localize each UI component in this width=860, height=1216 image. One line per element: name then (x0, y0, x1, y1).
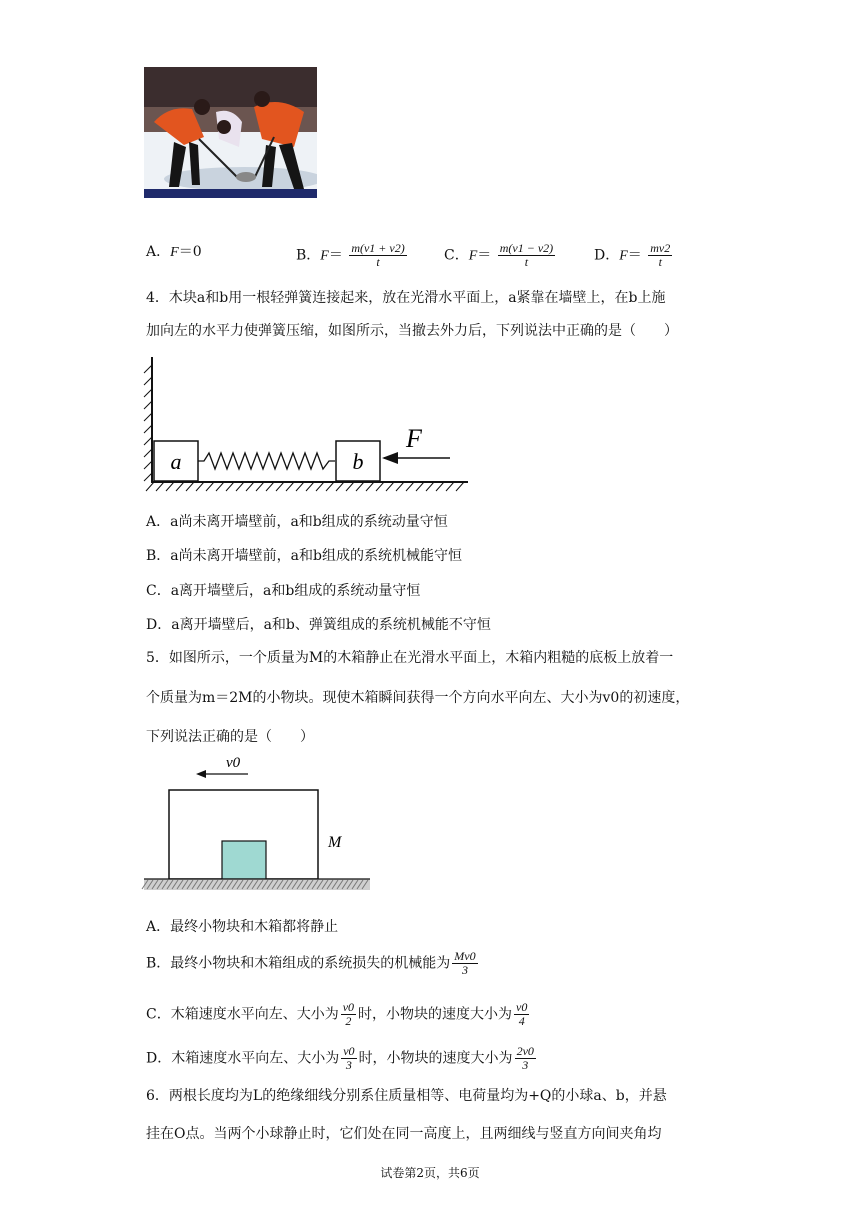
q5-option-d: D．木箱速度水平向左、大小为 $\frac{v0}{3}$ 时，小物块的速度大小为 $\frac{2v0}{3}$ (146, 1044, 534, 1072)
small-block (222, 841, 266, 879)
q4-stem-line1: 4．木块a和b用一根轻弹簧连接起来，放在光滑水平面上，a紧靠在墙壁上，在b上施 (146, 290, 666, 306)
block-a-label: a (170, 449, 182, 474)
q3-option-a: A．F＝0 (146, 244, 202, 260)
q6-stem-line1: 6．两根长度均为L的绝缘细线分别系住质量相等、电荷量均为+Q的小球a、b，并悬 (146, 1088, 667, 1104)
q5-stem-line1: 5．如图所示，一个质量为M的木箱静止在光滑水平面上，木箱内粗糙的底板上放着一 (146, 650, 674, 666)
velocity-label: v0 (226, 755, 241, 771)
spring (198, 453, 335, 469)
q5-stem-line3: 下列说法正确的是（ ） (146, 729, 314, 745)
block-b-label: b (352, 449, 364, 474)
q6-stem-line2: 挂在O点。当两个小球静止时，它们处在同一高度上，且两细线与竖直方向间夹角均 (146, 1126, 662, 1142)
q5-stem-line2: 个质量为m＝2M的小物块。现使木箱瞬间获得一个方向水平向左、大小为v0的初速度， (146, 690, 690, 706)
force-label: F (406, 424, 422, 453)
q4-option-b: B．a尚未离开墙壁前，a和b组成的系统机械能守恒 (146, 548, 462, 564)
page-footer: 试卷第2页，共6页 (380, 1166, 480, 1180)
q3-option-c: C．F＝ $\frac{m(v1 - v2)}{t}$ (444, 241, 554, 269)
q3-option-d: D．F＝ $\frac{mv2}{t}$ (594, 241, 671, 269)
q5-box-figure (140, 748, 380, 898)
box-mass-label: M (328, 834, 342, 851)
q4-stem-line2: 加向左的水平力使弹簧压缩，如图所示，当撤去外力后，下列说法中正确的是（ ） (146, 323, 678, 339)
q5-option-a: A．最终小物块和木箱都将静止 (146, 919, 339, 935)
q4-spring-figure (140, 355, 470, 495)
q5-option-b: B．最终小物块和木箱组成的系统损失的机械能为 $\frac{Mv0}{3}$ (146, 949, 476, 977)
q3-option-b: B．F＝ $\frac{m(v1 + v2)}{t}$ (296, 241, 405, 269)
q5-option-c: C．木箱速度水平向左、大小为 $\frac{v0}{2}$ 时，小物块的速度大小为 $\frac{v0}{4}$ (146, 1000, 528, 1028)
q4-option-a: A．a尚未离开墙壁前，a和b组成的系统动量守恒 (146, 514, 448, 530)
curling-photo (144, 67, 317, 198)
q4-option-c: C．a离开墙壁后，a和b组成的系统动量守恒 (146, 583, 421, 599)
q4-option-d: D．a离开墙壁后，a和b、弹簧组成的系统机械能不守恒 (146, 617, 491, 633)
